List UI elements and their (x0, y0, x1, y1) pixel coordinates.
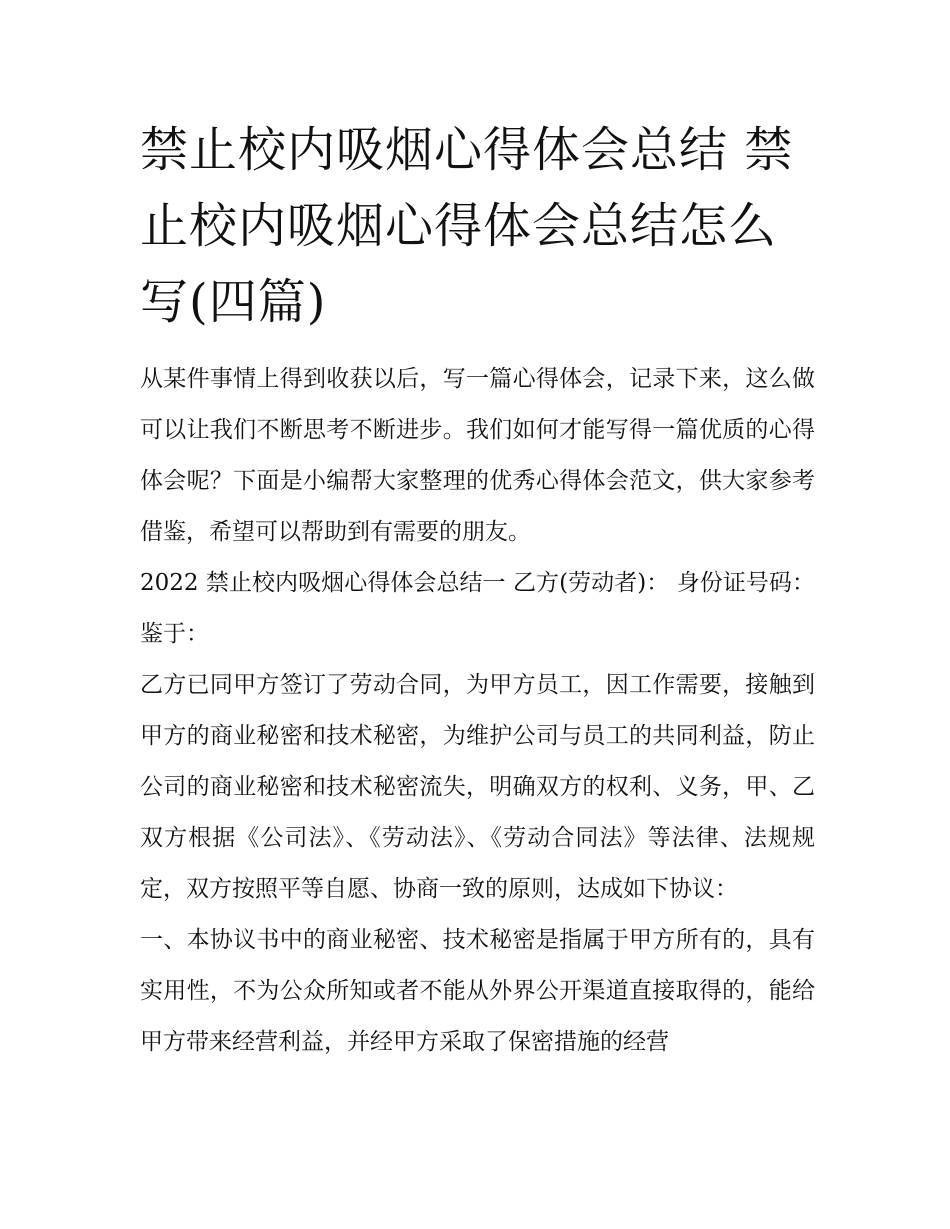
document-title: 禁止校内吸烟心得体会总结 禁止校内吸烟心得体会总结怎么写(四篇) (140, 122, 794, 330)
paragraph-agreement-preamble: 乙方已同甲方签订了劳动合同，为甲方员工，因工作需要，接触到甲方的商业秘密和技术秘密，为维护公司与员工的共同利益，防止公司的商业秘密和技术秘密流失，明确双方的权利、义务，甲、乙双方根据《公司法》、《劳动法》、《劳动合同法》等法律、法规规定，双方按照平等自愿、协商一致的原则，达成如下协议： (140, 672, 815, 902)
paragraph-clause-one: 一、本协议书中的商业秘密、技术秘密是指属于甲方所有的，具有实用性，不为公众所知或者不能从外界公开渠道直接取得的，能给甲方带来经营利益，并经甲方采取了保密措施的经营 (140, 927, 815, 1055)
paragraph-intro: 从某件事情上得到收获以后，写一篇心得体会，记录下来，这么做可以让我们不断思考不断进步。我们如何才能写得一篇优质的心得体会呢？下面是小编帮大家整理的优秀心得体会范文，供大家参考借鉴，希望可以帮助到有需要的朋友。 (140, 366, 815, 545)
document-body (140, 354, 815, 1068)
paragraph-heading-one: 2022 禁止校内吸烟心得体会总结一 乙方(劳动者)： 身份证号码： 鉴于： (140, 570, 815, 647)
